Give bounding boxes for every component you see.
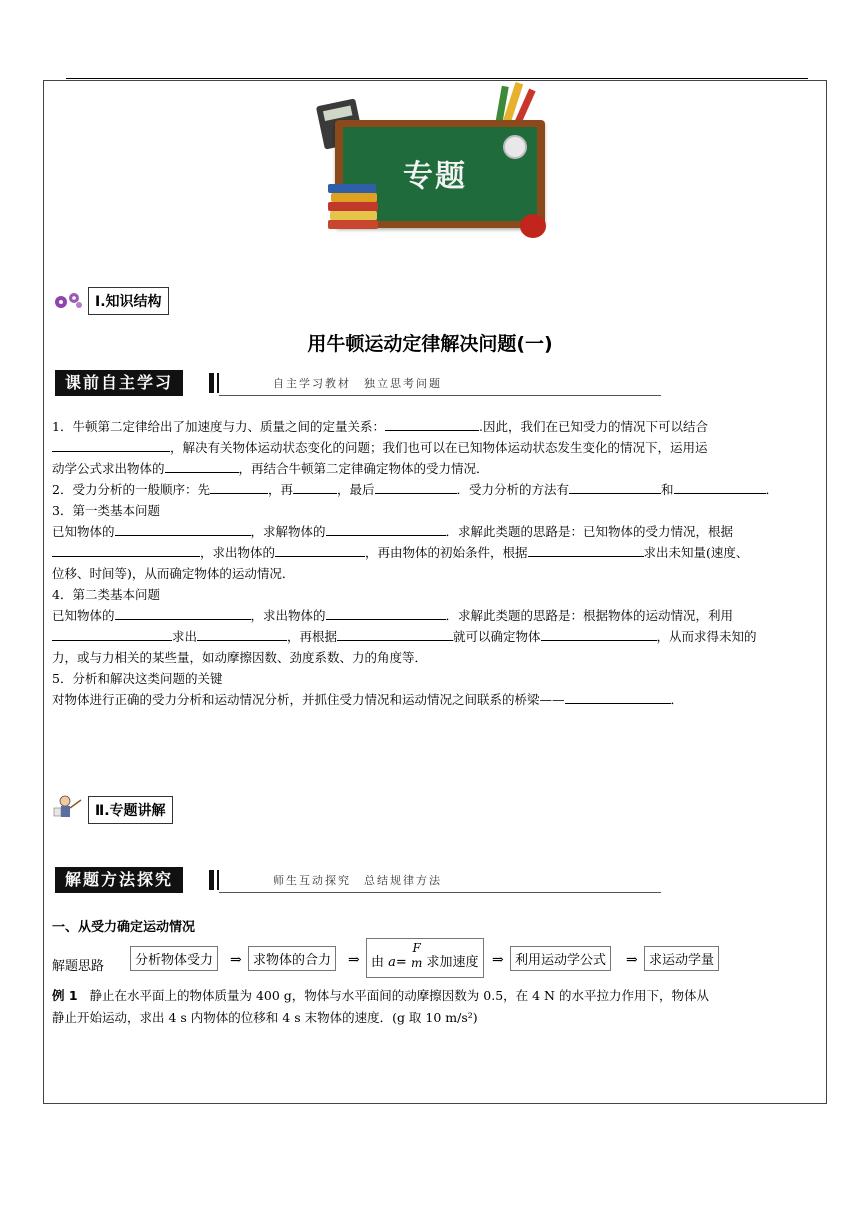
arrow-icon: ⇒ [348, 952, 360, 968]
banner-subtitle: 自主学习教材 独立思考问题 [273, 377, 442, 390]
flow-step: 利用运动学公式 [510, 946, 611, 971]
banner-label: 解题方法探究 [55, 867, 183, 893]
logo-icon [503, 135, 527, 159]
banner-method [55, 867, 661, 893]
flow-step: 求运动学量 [644, 946, 719, 971]
arrow-icon: ⇒ [230, 952, 242, 968]
example-problem: 例 1 静止在水平面上的物体质量为 400 g，物体与水平面间的动摩擦因数为 0.5，在 4 N 的水平拉力作用下，物体从 静止开始运动，求出 4 s 内物体的位移和 4 s 末物体的速度．(g 取 10 m/s²) [52, 988, 709, 1025]
banner-subtitle: 师生互动探究 总结规律方法 [273, 874, 442, 887]
blackboard-illustration [320, 82, 550, 242]
flow-step: 求物体的合力 [248, 946, 336, 971]
gears-icon [52, 289, 84, 311]
subsection-heading: 一、从受力确定运动情况 [52, 920, 196, 935]
section-label: Ⅰ.知识结构 [88, 287, 169, 315]
books-icon [328, 184, 380, 230]
header-rule [66, 78, 808, 79]
flow-label: 解题思路 [52, 959, 105, 974]
banner-self-study [55, 370, 661, 396]
banner-label: 课前自主学习 [55, 370, 183, 396]
teacher-icon [52, 794, 84, 820]
arrow-icon: ⇒ [626, 952, 638, 968]
flow-step-formula: 由 a= F m 求加速度 [366, 938, 484, 978]
example-tag: 例 1 [52, 988, 78, 1003]
section-label: Ⅱ.专题讲解 [88, 796, 173, 824]
blackboard-title: 专题 [403, 159, 467, 194]
page-title: 用牛顿运动定律解决问题(一) [307, 333, 553, 355]
knowledge-structure-text: 1．牛顿第二定律给出了加速度与力、质量之间的定量关系： .因此，我们在已知受力的情况下可以结合 ，解决有关物体运动状态变化的问题；我们也可以在已知物体运动状态发生变化的情况下，运用运 动学公式求出物体的 ，再结合牛顿第二定律确定物体的受力情况． 2．受力分析的一般顺序：先 ，再 ，最后 ．受力分析的方法有 和 ． 3．第一类基本问题 已知物体的 ，求解物体的 ．求解此类题的思路是：已知物体的受力情况，根据 ，求出物体的 ，再由物体的初始条件，根据 求出未知量(速度、 位移、时间等)，从而确定物体的运动情况． 4．第二类基本问题 已知物体的 ，求出物体的 ．求解此类题的思路是：根据物体的运动情况，利用 求出 ，再根据 就可以确定物体 ，从而求得未知的 力，或与力相关的某些量，如动摩擦因数、劲度系数、力的角度等． 5．分析和解决这类问题的关键 对物体进行正确的受力分析和运动情况分析，并抓住受力情况和运动情况之间联系的桥梁—— ． [52, 416, 822, 710]
flow-step: 分析物体受力 [130, 946, 218, 971]
arrow-icon: ⇒ [492, 952, 504, 968]
apple-icon [520, 214, 546, 238]
